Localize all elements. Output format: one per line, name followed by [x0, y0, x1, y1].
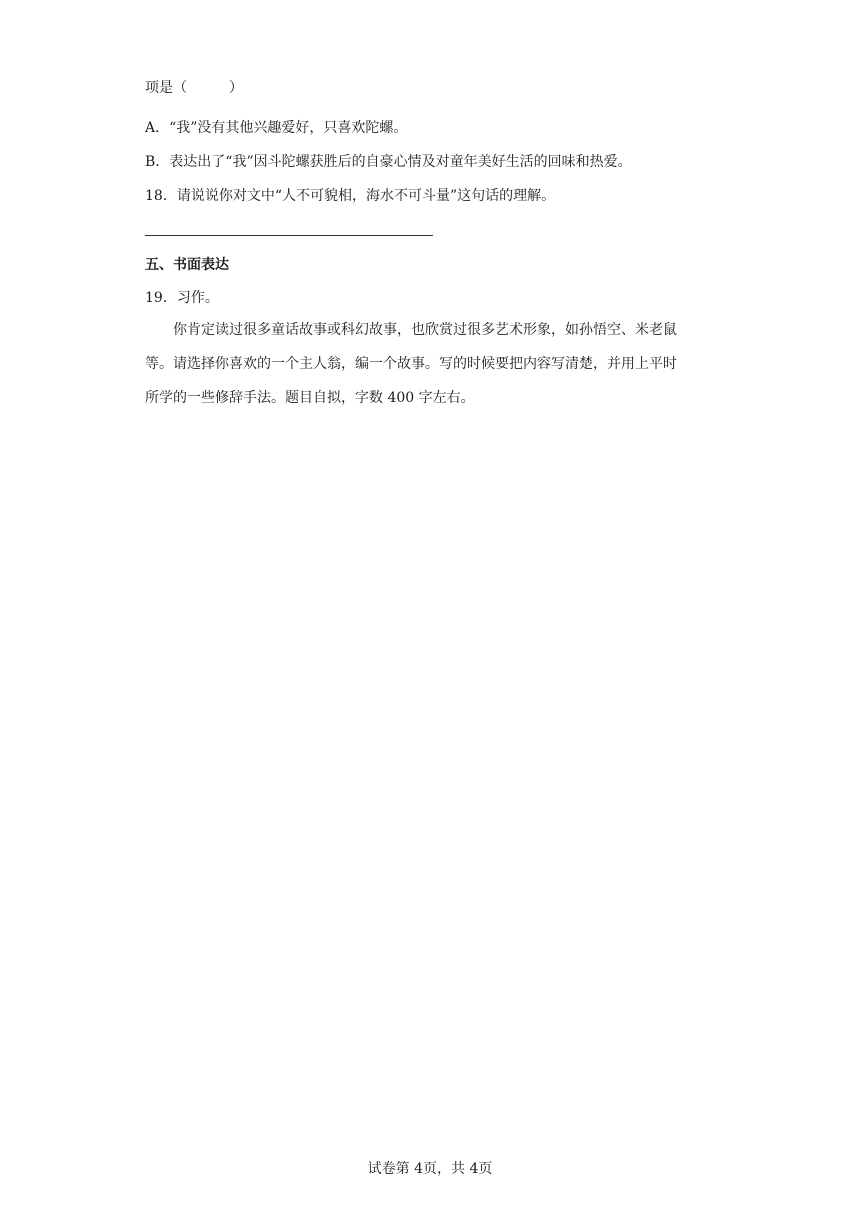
- q18-answer-line[interactable]: [145, 235, 433, 236]
- q17-stem-tail: 项是（ ）: [145, 80, 243, 96]
- q19-prompt-line-1: 你肯定读过很多童话故事或科幻故事，也欣赏过很多艺术形象，如孙悟空、米老鼠: [145, 322, 677, 338]
- q19-prompt-paragraph: [145, 313, 717, 415]
- q17-option-b: B．表达出了“我”因斗陀螺获胜后的自豪心情及对童年美好生活的回味和热爱。: [145, 154, 632, 170]
- q18-question: 18．请说说你对文中“人不可貌相，海水不可斗量”这句话的理解。: [145, 188, 556, 204]
- q17-option-a: A．“我”没有其他兴趣爱好，只喜欢陀螺。: [145, 120, 408, 136]
- section-heading: 五、书面表达: [145, 257, 229, 273]
- page-footer: 试卷第 4页，共 4页: [367, 1161, 493, 1177]
- q19-prompt-line-2: 等。请选择你喜欢的一个主人翁，编一个故事。写的时候要把内容写清楚，并用上平时: [145, 356, 677, 372]
- q19-label: 19．习作。: [145, 290, 219, 306]
- q19-prompt-line-3: 所学的一些修辞手法。题目自拟，字数 400 字左右。: [145, 390, 475, 406]
